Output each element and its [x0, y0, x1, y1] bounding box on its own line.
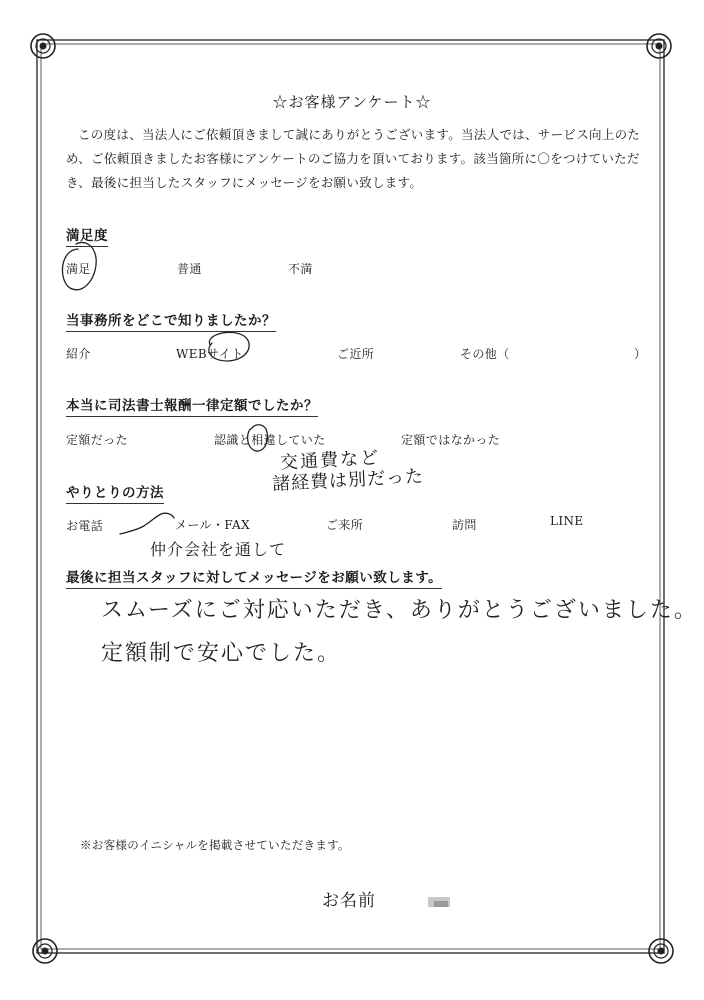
redacted-name-inner: [434, 901, 448, 907]
q3-heading: 本当に司法書士報酬一律定額でしたか？: [66, 394, 318, 417]
q2-option-other-close: ）: [634, 347, 647, 361]
q4-option-mail-fax: メール・FAX: [175, 518, 251, 532]
survey-title: ☆お客様アンケート☆: [272, 93, 432, 111]
q4-heading: やりとりの方法: [66, 481, 164, 504]
q3-option-fixed: 定額だった: [66, 433, 129, 447]
q2-option-other: その他（: [460, 347, 510, 361]
intro-text: この度は、当法人にご依頼頂きまして誠にありがとうございます。当法人では、サービス向上のため、ご依頼頂きましたお客様にアンケートのご協力を頂いております。該当箇所に〇をつけていただき、最後に担当したスタッフにメッセージをお願い致します。: [66, 127, 641, 190]
q4-option-phone: お電話: [66, 519, 104, 533]
q1-option-normal: 普通: [177, 262, 202, 276]
q3-option-different: 認識と相違していた: [214, 433, 326, 447]
q2-option-referral: 紹介: [66, 347, 91, 361]
q4-option-visit-office: ご来所: [326, 518, 364, 532]
handwritten-message-line-1: スムーズにご対応いただき、ありがとうございました。: [101, 598, 698, 623]
circle-mark-different: [248, 425, 268, 451]
initials-note: ※お客様のイニシャルを掲載させていただきます。: [80, 838, 350, 852]
q3-handwritten-note-1: 交通費など: [279, 447, 381, 474]
q1-option-unsatisfied: 不満: [288, 262, 313, 276]
q3-handwritten-note-2: 諸経費は別だった: [271, 466, 425, 495]
name-label: お名前: [322, 891, 376, 911]
q4-handwritten-note: 仲介会社を通して: [150, 540, 287, 559]
q2-option-website: WEBサイト: [176, 347, 244, 361]
q2-option-neighborhood: ご近所: [337, 347, 375, 361]
q3-option-not-fixed: 定額ではなかった: [401, 433, 501, 447]
circle-mark-website: [209, 332, 249, 361]
arrow-mark-mail: [120, 513, 174, 534]
circle-mark-satisfied: [62, 243, 96, 290]
handwritten-message-line-2: 定額制で安心でした。: [101, 641, 342, 666]
q2-heading: 当事務所をどこで知りましたか？: [66, 309, 276, 332]
q1-option-satisfied: 満足: [66, 262, 91, 276]
q5-heading: 最後に担当スタッフに対してメッセージをお願い致します。: [66, 566, 442, 589]
q4-option-line: LINE: [550, 514, 584, 528]
q1-heading: 満足度: [66, 224, 108, 247]
q4-option-home-visit: 訪問: [452, 518, 477, 532]
